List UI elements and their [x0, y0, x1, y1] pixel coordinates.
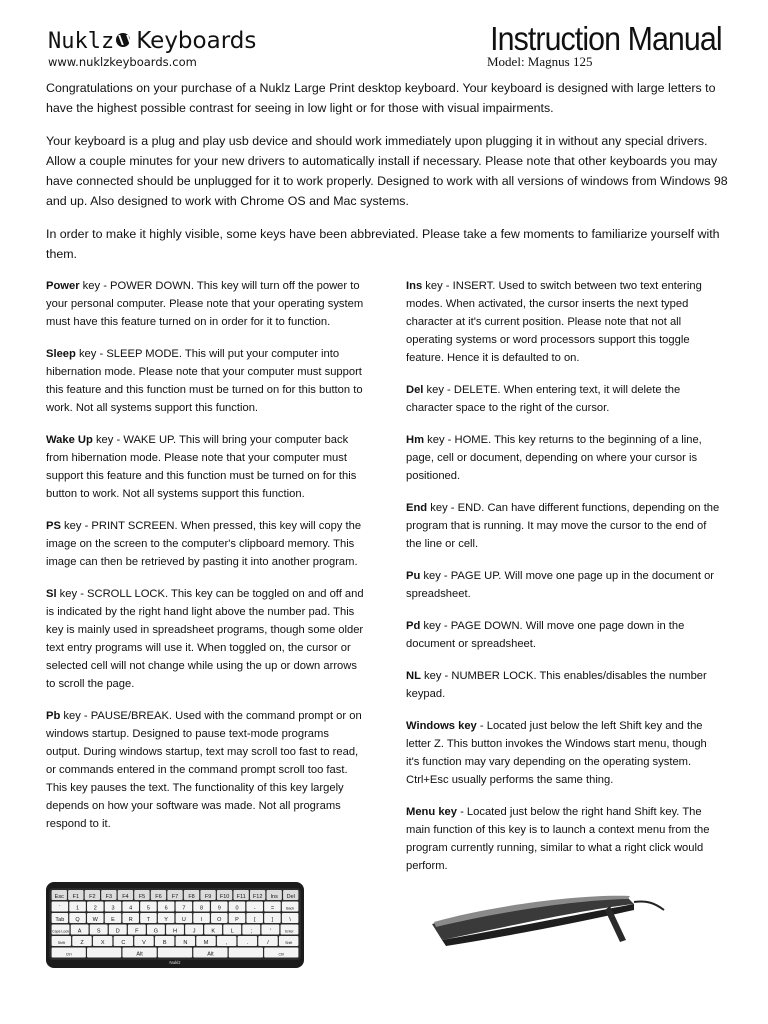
key-description: [406, 499, 722, 553]
keyboard-key-label: R: [128, 916, 133, 923]
key-text: - DELETE. When entering text, it will delete the character space to the right of the cursor.: [406, 384, 681, 414]
keyboard-key-label: Y: [164, 916, 168, 923]
key-description: [46, 431, 366, 503]
keyboard-key-label: ]: [271, 916, 274, 923]
keyboard-key-label: Alt: [207, 951, 214, 958]
left-key-column: [46, 277, 366, 847]
keyboard-key-label: F6: [155, 893, 162, 900]
keyboard-key-label: S: [96, 928, 101, 935]
keyboard-key-label: ,: [225, 939, 228, 946]
keyboard-key-label: I: [200, 916, 203, 923]
keyboard-key-label: 1: [76, 905, 80, 912]
keyboard-key-label: J: [192, 928, 196, 935]
keyboard-key-label: V: [142, 939, 146, 946]
keyboard-key-label: =: [270, 905, 275, 912]
keyboard-key-label: F7: [171, 893, 179, 900]
key-description: [46, 585, 366, 693]
keyboard-key-label: B: [162, 939, 167, 946]
key-name: Del: [406, 384, 424, 396]
keyboard-key: [229, 948, 263, 958]
keyboard-key-label: F5: [138, 893, 146, 900]
key-text: - POWER DOWN. This key will turn off the power to your personal computer. Please note that your operating system must have this feature turned on in order for it to function.: [46, 280, 364, 328]
key-suffix: key: [60, 520, 82, 532]
keyboard-key-label: `: [58, 905, 61, 912]
key-description: [406, 717, 722, 789]
key-text: - PRINT SCREEN. When pressed, this key will copy the image on the screen to the computer's clipboard memory. This image can then be retrieved by pasting it into another program.: [46, 520, 362, 568]
keyboard-key-label: X: [100, 939, 105, 946]
key-description: [406, 277, 722, 367]
key-text: - SLEEP MODE. This will put your computer into hibernation mode. Please note that your computer must support this feature and this function must be turned on for this button to work. Not all systems support this function.: [46, 348, 363, 414]
keyboard-key-label: P: [235, 916, 239, 923]
keyboard-key-label: T: [146, 916, 151, 923]
keyboard-key-label: W: [92, 916, 98, 923]
intro-paragraph-3: In order to make it highly visible, some keys have been abbreviated. Please take a few moments to familiarize yourself with them.: [46, 227, 720, 261]
keyboard-key-label: Back: [286, 906, 295, 911]
keyboard-key-label: 3: [111, 905, 115, 912]
key-text: - Located just below the right hand Shift key. The main function of this key is to launch a context menu from the program currently running, similar to what a right click would perform.: [406, 806, 710, 872]
key-text: - END. Can have different functions, depending on the program that is running. It may move the cursor to the end of the line or cell.: [406, 502, 720, 550]
key-description: [406, 667, 722, 703]
keyboard-key-label: H: [173, 928, 177, 935]
right-key-column: [406, 277, 722, 889]
key-suffix: key: [420, 670, 442, 682]
key-text: - Located just below the left Shift key and the letter Z. This button invokes the Windows start menu, though it's function may vary depending on the operating system. Ctrl+Esc usually performs the same thing.: [406, 720, 707, 786]
keyboard-key-label: /: [267, 939, 269, 946]
keyboard-key-label: F4: [122, 893, 129, 900]
keyboard-key-label: A: [77, 928, 82, 935]
key-suffix: key: [75, 348, 97, 360]
keyboard-key-label: C: [121, 939, 126, 946]
keyboard-key-label: Q: [75, 916, 80, 923]
key-suffix: key: [422, 280, 443, 292]
keyboard-key-label: 5: [146, 905, 150, 912]
keyboard-key-label: M: [203, 939, 209, 946]
keyboard-key-label: 2: [93, 905, 97, 912]
keyboard-key-label: [: [253, 916, 256, 923]
key-name: PS: [46, 520, 61, 532]
key-name: Pd: [406, 620, 421, 632]
key-suffix: key: [79, 280, 101, 292]
key-name: End: [406, 502, 428, 514]
key-name: Menu key: [406, 806, 457, 818]
keyboard-key-label: G: [153, 928, 159, 935]
key-description: [46, 707, 366, 833]
keyboard-key-label: N: [183, 939, 188, 946]
key-name: Sl: [46, 588, 57, 600]
keyboard-side-image: [420, 880, 670, 952]
page-title: Instruction Manual: [490, 20, 722, 57]
keyboard-key-label: Esc: [54, 893, 64, 900]
key-suffix: key: [92, 434, 114, 446]
keyboard-front-image: [46, 882, 304, 968]
keyboard-key-label: .: [246, 939, 249, 946]
website-link[interactable]: www.nuklzkeyboards.com: [48, 55, 197, 69]
keyboard-key-label: Caps Lock: [52, 929, 70, 934]
key-name: Wake Up: [46, 434, 93, 446]
key-name: Sleep: [46, 348, 76, 360]
keyboard-key-label: F9: [204, 893, 212, 900]
keyboard-key-label: Ctrl: [278, 952, 285, 957]
key-suffix: key: [423, 384, 444, 396]
model-label: Model: Magnus 125: [487, 54, 593, 69]
keyboard-key-label: D: [115, 928, 120, 935]
keyboard-key-label: \: [289, 916, 291, 923]
key-suffix: key: [420, 570, 441, 582]
keyboard-key: [158, 948, 192, 958]
intro-paragraph-1: Congratulations on your purchase of a Nuklz Large Print desktop keyboard. Your keyboard is designed with large letters to have the highest possible contrast for seeing in low light or for those with visual impairments.: [46, 81, 716, 115]
keyboard-key-label: Ctrl: [65, 952, 72, 957]
keyboard-key: [87, 948, 121, 958]
key-suffix: key: [60, 710, 81, 722]
keyboard-key-label: 6: [164, 905, 168, 912]
keyboard-key-label: 4: [129, 905, 133, 912]
keyboard-key-label: Del: [286, 893, 295, 900]
brand-n-icon: [116, 33, 130, 47]
key-description: [46, 345, 366, 417]
key-text: - PAGE DOWN. Will move one page down in the document or spreadsheet.: [406, 620, 685, 650]
keyboard-key-label: Ins: [270, 893, 278, 900]
keyboard-key-label: O: [217, 916, 222, 923]
key-text: - PAGE UP. Will move one page up in the document or spreadsheet.: [406, 570, 715, 600]
brand-name: Nuklz: [48, 29, 115, 54]
key-description: [406, 381, 722, 417]
key-text: - INSERT. Used to switch between two text entering modes. When activated, the cursor inserts the next typed character at it's current position. Please note that not all operating systems or word processors support this toggle feature. Hence it is defaulted to on.: [406, 280, 702, 364]
keyboard-key-label: F: [135, 928, 139, 935]
keyboard-key-label: 0: [235, 905, 239, 912]
keyboard-key-label: Tab: [55, 916, 65, 923]
key-suffix: key: [427, 502, 448, 514]
key-suffix: key: [424, 434, 445, 446]
key-text: - NUMBER LOCK. This enables/disables the number keypad.: [406, 670, 707, 700]
key-description: [406, 803, 722, 875]
keyboard-key-label: U: [181, 916, 186, 923]
keyboard-key-label: F12: [252, 893, 263, 900]
key-text: - WAKE UP. This will bring your computer back from hibernation mode. Please note that your computer must support this feature and this function must be turned on for this button to work. Not all systems support this function.: [46, 434, 357, 500]
key-name: Power: [46, 280, 80, 292]
keyboard-key-label: Alt: [136, 951, 143, 958]
key-name: Windows key: [406, 720, 477, 732]
keyboard-key-label: F2: [89, 893, 96, 900]
keyboard-key-label: 9: [217, 905, 221, 912]
keyboard-logo: Nuklz: [169, 960, 181, 965]
keyboard-key-label: F11: [236, 893, 246, 900]
keyboard-key-label: E: [111, 916, 115, 923]
keyboard-key-label: 8: [200, 905, 204, 912]
key-suffix: key: [56, 588, 78, 600]
keyboard-key-label: K: [211, 928, 215, 935]
keyboard-key-label: F1: [72, 893, 80, 900]
key-name: Pu: [406, 570, 421, 582]
key-description: [406, 617, 722, 653]
keyboard-key-label: L: [230, 928, 234, 935]
keyboard-key-label: 7: [182, 905, 186, 912]
key-description: [46, 277, 366, 331]
brand-logo: [48, 28, 256, 54]
intro-paragraph-2: Your keyboard is a plug and play usb device and should work immediately upon plugging it in without any special drivers. Allow a couple minutes for your new drivers to automatically install if necessary. Please note that other keyboards you may have connected should be unplugged for it to work properly. Designed to work with all versions of windows from Windows 98 and up. Also designed to work with Chrome OS and Mac systems.: [46, 134, 728, 208]
key-description: [406, 567, 722, 603]
keyboard-key-label: Z: [80, 939, 84, 946]
key-name: Pb: [46, 710, 61, 722]
key-text: - SCROLL LOCK. This key can be toggled on and off and is indicated by the right hand light above the number pad. This key is mainly used in spreadsheet programs, though some older text entry programs will use it. When toggled on, the cursor or selected cell will not change while using the up or down arrows to scroll the page.: [46, 588, 364, 690]
keyboard-key-label: ;: [250, 928, 253, 935]
key-name: NL: [406, 670, 421, 682]
key-text: - PAUSE/BREAK. Used with the command prompt or on windows startup. Designed to pause text-mode programs output. During windows startup, text may scroll too fast to read, or commands entered in the command prompt scroll too fast. This key pauses the text. The functionality of this key largely depends on how your software was made. Not all programs respond to it.: [46, 710, 362, 830]
key-description: [406, 431, 722, 485]
key-description: [46, 517, 366, 571]
keyboard-key-label: F10: [219, 893, 230, 900]
key-name: Ins: [406, 280, 423, 292]
key-name: Hm: [406, 434, 425, 446]
key-suffix: key: [420, 620, 441, 632]
keyboard-key-label: Enter: [285, 929, 294, 934]
keyboard-key-label: F8: [188, 893, 195, 900]
keyboard-key-label: -: [253, 905, 256, 912]
keyboard-key-label: Shift: [285, 940, 293, 945]
key-text: - HOME. This key returns to the beginning of a line, page, cell or document, depending on where your cursor is positioned.: [406, 434, 702, 482]
keyboard-key-label: Shift: [57, 940, 65, 945]
keyboard-key-label: ': [269, 928, 271, 935]
keyboard-key-label: F3: [105, 893, 113, 900]
brand-product: Keyboards: [136, 28, 257, 54]
